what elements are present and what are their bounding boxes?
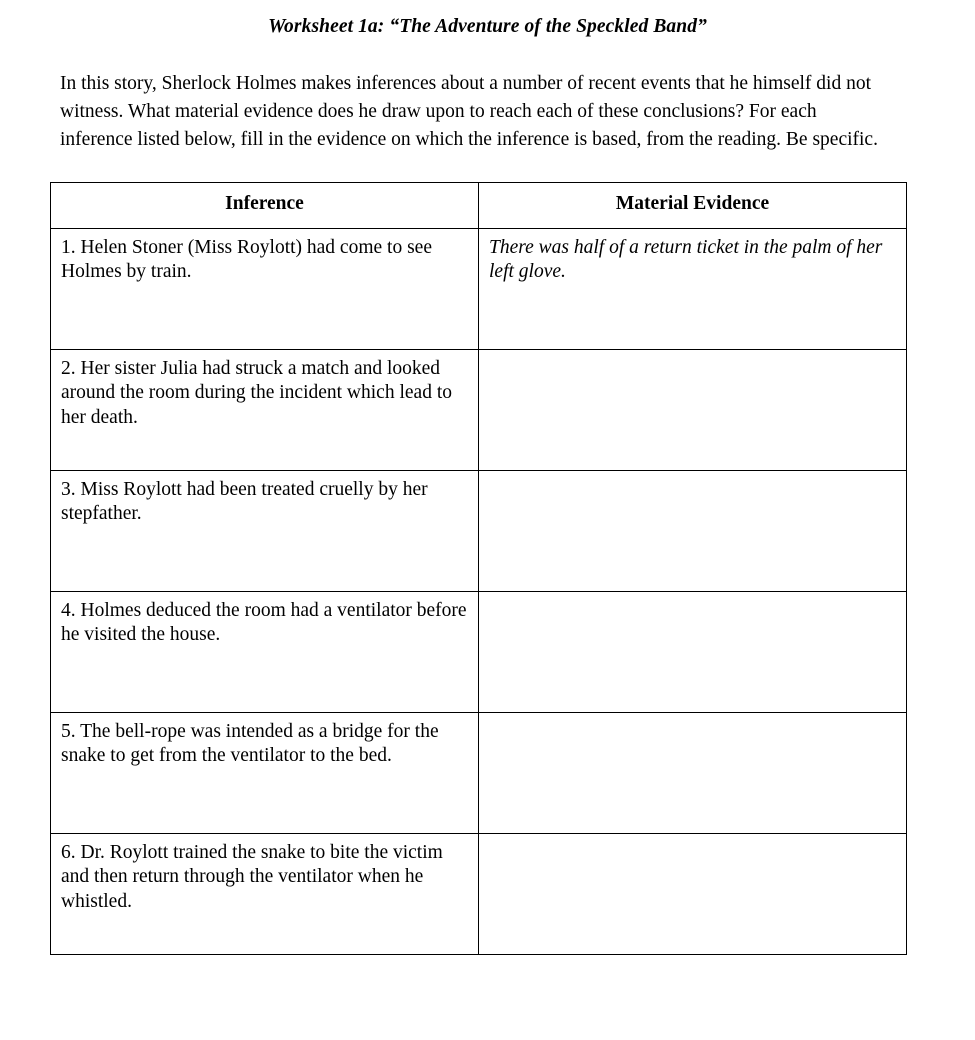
page-title: Worksheet 1a: “The Adventure of the Speckled Band” [268,16,707,37]
inference-cell [51,833,479,954]
evidence-cell[interactable] [479,712,907,833]
inference-cell [51,228,479,349]
evidence-cell[interactable] [479,228,907,349]
inference-cell [51,470,479,591]
table-row [51,712,907,833]
inference-text: 1. Helen Stoner (Miss Roylott) had come to see Holmes by train. [61,236,432,283]
inference-text: 6. Dr. Roylott trained the snake to bite the victim and then return through the ventilator when he whistled. [61,841,443,912]
table-row [51,591,907,712]
inference-cell [51,349,479,470]
inference-text: 4. Holmes deduced the room had a ventilator before he visited the house. [61,599,467,646]
column-header-material-evidence: Material Evidence [479,183,907,229]
inference-text: 2. Her sister Julia had struck a match and looked around the room during the incident which lead to her death. [61,357,452,428]
worksheet-page [0,16,975,1040]
evidence-cell[interactable] [479,470,907,591]
intro-paragraph: In this story, Sherlock Holmes makes inferences about a number of recent events that he himself did not witness. What material evidence does he draw upon to reach each of these conclusions? For each inference listed below, fill in the evidence on which the inference is based, from the reading. Be specific. [60,73,878,151]
evidence-text: There was half of a return ticket in the palm of her left glove. [489,236,883,283]
table-row [51,470,907,591]
table-row [51,833,907,954]
worksheet-table-wrapper [0,182,975,955]
table-row [51,228,907,349]
inference-cell [51,712,479,833]
inference-text: 3. Miss Roylott had been treated cruelly by her stepfather. [61,478,428,525]
evidence-cell[interactable] [479,349,907,470]
table-row [51,349,907,470]
table-header-row [51,183,907,229]
inference-cell [51,591,479,712]
column-header-inference: Inference [51,183,479,229]
inference-text: 5. The bell-rope was intended as a bridge for the snake to get from the ventilator to the bed. [61,720,439,767]
evidence-cell[interactable] [479,591,907,712]
inference-evidence-table [50,182,907,955]
evidence-cell[interactable] [479,833,907,954]
